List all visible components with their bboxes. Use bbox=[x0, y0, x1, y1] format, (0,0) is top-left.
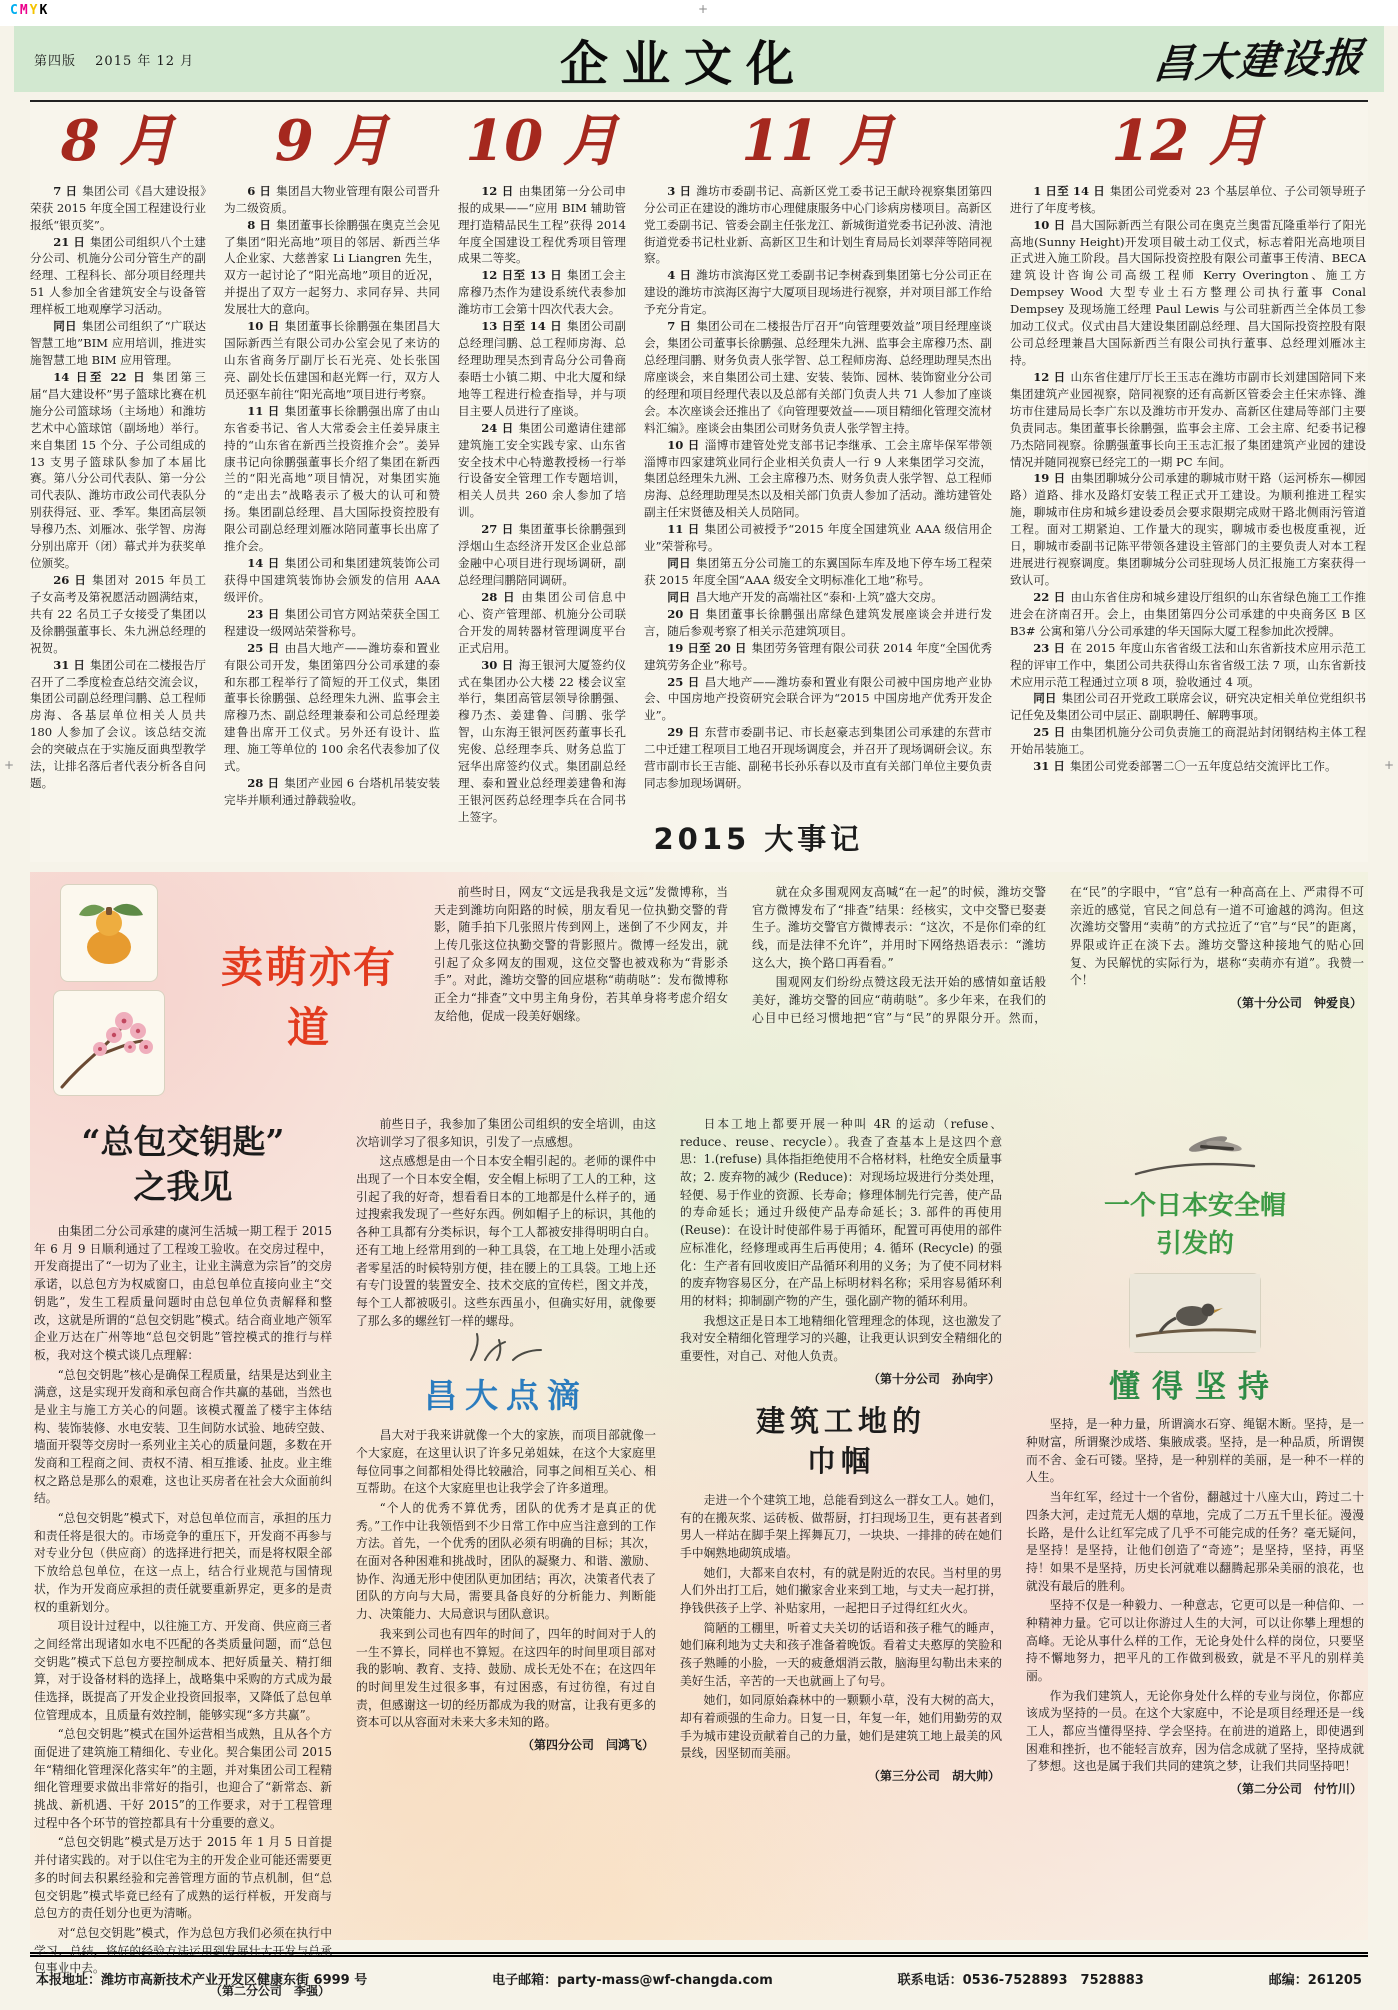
decorative-paintings bbox=[34, 884, 184, 1106]
entry-text: 集团产业园 6 台塔机吊装安装完毕并顺利通过静载验收。 bbox=[224, 776, 441, 807]
footer-address: 本报地址：潍坊市高新技术产业开发区健康东街 6999 号 bbox=[36, 1973, 368, 1988]
page-title: 企业文化 bbox=[559, 35, 808, 92]
chronicle-entry bbox=[1010, 470, 1366, 588]
entry-text: 由昌大地产——潍坊泰和置业有限公司开发，集团第四分公司承建的泰和东郡工程举行了简短的开工仪式，集团董事长徐鹏强、总经理朱九洲、监事会主席穆乃杰、副总经理兼泰和公司总经理姜建鲁出席开工仪式。另外还有设计、监理、施工等单位的 100 余名代表参加了仪式。 bbox=[224, 640, 440, 774]
entry-date: 23 日 bbox=[1033, 640, 1066, 655]
paragraph: 我来到公司也有四年的时间了，四年的时间对于人的一生不算长，同样也不算短。在这四年的时间里项目部对我的影响、教育、支持、鼓励、成长无处不在；在这四年的时间里发生过很多事，有过困惑，有过彷徨，有过自责，但感谢这一切的经历都成为我的财富，让我有更多的资本可以从容面对未来大多未知的路。 bbox=[356, 1626, 656, 1730]
entry-date: 10 日 bbox=[247, 319, 280, 334]
chronicle-entry bbox=[224, 775, 440, 809]
entry-date: 同日 bbox=[53, 319, 77, 334]
month-heading: 11 月 bbox=[741, 108, 895, 174]
chronicle-entry bbox=[224, 183, 440, 217]
entry-text: 集团董事长徐鹏强到浮烟山生态经济开发区企业总部金融中心项目进行现场调研，副总经理闫鹏陪同调研。 bbox=[458, 522, 626, 587]
entry-text: 集团公司党委对 23 个基层单位、子公司领导班子进行了年度考核。 bbox=[1010, 183, 1367, 215]
month-heading: 8 月 bbox=[60, 108, 176, 174]
entry-text: 集团公司《昌大建设报》荣获 2015 年度全国工程建设行业报纸“银页奖”。 bbox=[30, 183, 207, 232]
entry-date: 29 日 bbox=[667, 725, 700, 740]
chronicle-entry bbox=[644, 437, 992, 522]
entry-date: 11 日 bbox=[247, 403, 280, 418]
entry-date: 25 日 bbox=[667, 674, 700, 689]
entry-text: 集团公司在二楼报告厅召开了二季度检查总结交流会议，集团公司副总经理闫鹏、总工程师房海、各基层单位相关人员共 180 人参加了会议。该总结交流会的突破点在于实施反面典型教学法，让排名落后者代表分析各自问题。 bbox=[30, 657, 206, 791]
edition-date bbox=[34, 50, 304, 69]
entry-text: 集团董事长徐鹏强出席了由山东省委书记、省人大常委会主任姜异康主持的“山东省在新西兰投资推介会”。姜异康书记向徐鹏强董事长介绍了集团在新西兰的“阳光高地”项目情况，对集团实施的“走出去”战略表示了极大的认可和赞扬。集团副总经理、昌大国际投资控股有限公司副总经理刘雁冰陪同董事长出席了推介会。 bbox=[224, 403, 440, 554]
byline-maimeng: （第十分公司 钟爱良） bbox=[1229, 996, 1362, 1011]
title-line: 引发的 bbox=[1155, 1228, 1234, 1259]
entry-date: 23 日 bbox=[247, 606, 280, 621]
entry-text: 集团董事长徐鹏强出席绿色建筑发展座谈会并进行发言，随后参观考察了相关示范建筑项目。 bbox=[644, 606, 992, 638]
chronicle-entry bbox=[644, 640, 992, 674]
entry-date: 13 日至 14 日 bbox=[481, 319, 562, 334]
article-body-jianchi bbox=[1026, 1416, 1364, 1776]
entry-text: 集团公司和集团建筑装饰公司获得中国建筑装饰协会颁发的信用 AAA 级评价。 bbox=[224, 556, 440, 604]
chronicle-entry bbox=[1010, 589, 1366, 640]
chronicle-entry bbox=[224, 555, 440, 606]
entry-date: 8 日 bbox=[247, 217, 272, 232]
chronicle-entry bbox=[30, 572, 206, 657]
chronicle-entry bbox=[644, 724, 992, 792]
entry-text: 集团公司副总经理闫鹏、总工程师房海、总经理助理吴杰到青岛分公司鲁商泰晤士小镇二期、中北大厦和绿地等工程进行检查指导，并与项目主要人员进行了座谈。 bbox=[458, 319, 626, 418]
chronicle-entry bbox=[458, 420, 626, 522]
entry-date: 14 日 bbox=[247, 556, 280, 571]
month-column-september bbox=[224, 110, 440, 862]
paragraph: 走进一个个建筑工地，总能看到这么一群女工人。她们，有的在搬灰浆、运砖板、做帮厨，打扫现场卫生，更有甚者到男人一样站在脚手架上挥舞瓦刀，一块块、一排排的砖在她们手中娴熟地砌筑成墙。 bbox=[680, 1492, 1002, 1560]
dragonfly-ink-sketch-icon bbox=[1130, 1116, 1260, 1180]
article-title-jianchi: 懂得坚持 bbox=[1109, 1369, 1281, 1406]
article-body-helmet-part2 bbox=[680, 1116, 1002, 1366]
month-entries bbox=[644, 183, 992, 792]
entry-date: 同日 bbox=[667, 556, 691, 571]
entry-text: 由集团聊城分公司承建的聊城市财干路（运河桥东—柳园路）道路、排水及路灯安装工程正式开工建设。为顺利推进工程实施，聊城市住房和城乡建设委员会要求限期完成财干路北侧雨污管道工程。面对工期紧迫、工作量大的现实，聊城市委也极度重视，近日，聊城市委副书记陈平带领各建设主管部门的主要负责人对本工程进展进行视察调度。集团聊城分公司驻现场人员汇报施工方案获得一致认可。 bbox=[1010, 471, 1366, 587]
chronicle-entry bbox=[458, 589, 626, 657]
article-title-jinguo bbox=[680, 1401, 1002, 1482]
column-helmet-title-jianchi bbox=[1026, 1116, 1364, 1928]
chronicle-entry bbox=[1010, 640, 1366, 691]
entry-date: 21 日 bbox=[53, 234, 85, 249]
entry-date: 12 日 bbox=[1033, 369, 1066, 384]
entry-text: 集团第三届“昌大建设杯”男子篮球比赛在机施分公司篮球场（主场地）和潍坊艺术中心篮球馆（副场地）举行。来自集团 15 个分、子公司组成的 13 支男子篮球队参加了本届比赛。第八分公司代表队、第一分公司代表队、潍坊市政公司代表队分别获得冠、亚、季军。集团高层领导穆乃杰、刘雁冰、张学智、房海分别出席开（闭）幕式并为获奖单位颁奖。 bbox=[30, 369, 206, 571]
paragraph: “个人的优秀不算优秀，团队的优秀才是真正的优秀。”工作中让我领悟到不少日常工作中应当注意到的工作方法。首先，一个优秀的团队必须有明确的目标；其次，在面对各种困难和挑战时，团队的凝聚力、和谐、激励、协作、沟通无形中使团队更加团结；再次，决策者代表了团队的方向与大局，需要具备良好的分析能力、判断能力、决策能力、大局意识与团队意识。 bbox=[356, 1501, 656, 1622]
entry-date: 31 日 bbox=[1033, 759, 1065, 774]
entry-date: 28 日 bbox=[247, 776, 280, 791]
registration-mark-icon: + bbox=[4, 758, 15, 772]
paragraph: 项目设计过程中，以往施工方、开发商、供应商三者之间经常出现诸如水电不匹配的各类质量问题，而“总包交钥匙”模式下总包方要控制成本、把好质量关、精打细算，对于设备材料的选择上，战略集中采购的方式成为最佳选择，既提高了开发企业投资回报率，又降低了总包单位管理成本，且质量有效控制，能够实现“多方共赢”。 bbox=[34, 1619, 332, 1722]
chronicle-entry bbox=[1010, 217, 1366, 369]
entry-date: 10 日 bbox=[1033, 217, 1066, 232]
title-line: 建筑工地的 bbox=[755, 1403, 926, 1438]
paragraph: 对“总包交钥匙”模式，作为总包方我们必须在执行中学习、总结，将好的经验方法运用到发展壮大开发与总承包事业中去。 bbox=[34, 1925, 332, 1976]
footer-email: 电子邮箱：party-mass@wf-changda.com bbox=[492, 1973, 773, 1988]
paragraph: “总包交钥匙”模式在国外运营相当成熟，且从各个方面促进了建筑施工精细化、专业化。契合集团公司 2015 年“精细化管理深化落实年”的主题，并对集团公司工程精细化管理要求做出非常好的指引，也迎合了“新常态、新挑战、新机遇、干好 2015”的工作要求，对于工程管理过程中各个环节的管控都具有十分重要的意义。 bbox=[34, 1727, 332, 1830]
entry-date: 4 日 bbox=[667, 268, 692, 283]
month-column-october bbox=[458, 110, 626, 862]
paragraph: 前些日子，我参加了集团公司组织的安全培训，由这次培训学习了很多知识，引发了一点感想。 bbox=[356, 1117, 656, 1149]
entry-date: 30 日 bbox=[481, 657, 514, 672]
chronicle-entry bbox=[30, 657, 206, 792]
entry-date: 26 日 bbox=[53, 573, 88, 587]
entry-text: 集团公司官方网站荣获全国工程建设一级网站荣誉称号。 bbox=[224, 606, 440, 638]
entry-date: 10 日 bbox=[667, 437, 700, 452]
chronicle-entry bbox=[224, 606, 440, 640]
chronicle-entry bbox=[458, 318, 626, 420]
month-entries bbox=[1010, 183, 1366, 775]
entry-date: 19 日 bbox=[1033, 471, 1066, 486]
column-helmet2-jinguo bbox=[680, 1116, 1002, 1928]
paragraph: 日本工地上都要开展一种叫 4R 的运动（refuse、reduce、reuse、recycle）。我查了查基本上是这四个意思：1.(refuse) 具体指拒绝使用不合格材料，杜绝安全质量事故；2. 废弃物的减少 (Reduce)：对现场垃圾进行分类处理，轻便、易于作业的资源、长寿命；修理体制先行完善，使产品的寿命延长；通过升级使产品寿命延长；3. 部件的再使用 (Reuse)：在设计时使部件易于再循环，配置可再使用的部件应标准化，经修理或再生后再使用；4. 循环 (Recycle) 的强化：生产者有回收废旧产品循环利用的义务；为了使不同材料的废弃物容易区分，在产品上标明材料名称；采用容易循环利用的材料；抑制副产物的产生，强化副产物的循环利用。 bbox=[680, 1117, 1002, 1308]
chronicle-entry bbox=[1010, 369, 1366, 471]
bird-painting-icon bbox=[1129, 1273, 1261, 1353]
paragraph: “总包交钥匙”核心是确保工程质量，结果是达到业主满意，这是实现开发商和承包商合作共赢的基础，当然也是业主与施工方关心的问题。该模式覆盖了楼宇主体结构、装饰装修、水电安装、卫生间防水试验、地砖空鼓、墙面开裂等交房时一系列业主关心的质量问题，多数在开发商和工程商之间、责权不清、相互推诿、扯皮。业主维权之路总是那么的艰难，这也让买房者在社会大众面前纠结。 bbox=[34, 1367, 332, 1506]
entry-date: 同日 bbox=[667, 589, 691, 604]
chronicle-entry bbox=[458, 183, 626, 268]
chronicle-entry bbox=[458, 267, 626, 318]
entry-text: 集团公司邀请住建部建筑施工安全实践专家、山东省安全技术中心特邀教授杨一行举行设备安全管理工作专题培训，相关人员共 260 余人参加了培训。 bbox=[458, 420, 626, 520]
paragraph: 坚持不仅是一种毅力、一种意志，它更可以是一种信仰、一种精神力量。它可以让你游过人生的大河，可以让你攀上理想的高峰。无论从事什么样的工作，无论身处什么样的岗位，只要坚持不懈地努力，把平凡的工作做到极致，就是不平凡的别样美丽。 bbox=[1026, 1598, 1364, 1683]
article-body-diandi bbox=[356, 1427, 656, 1732]
month-heading: 9 月 bbox=[274, 108, 390, 174]
column-helmet-diandi bbox=[356, 1116, 656, 1928]
chronicle-entry bbox=[224, 217, 440, 319]
newspaper-logo: 昌大建设报 bbox=[1151, 33, 1367, 88]
title-line: 一个日本安全帽 bbox=[1103, 1191, 1286, 1221]
paragraph: 围观网友们纷纷点赞这段无法开始的感情如童话般美好，潍坊交警的回应“萌萌哒”。多少年来，在我们的心目中已经习惯地把“官”与“民”的界限分开。然而，在“民”的字眼中，“官”总有一种高高在上、严肃得不可亲近的感觉，官民之间总有一道不可逾越的鸿沟。但这次潍坊交警用“卖萌”的方式拉近了“官”与“民”的距离，界限或许正在淡下去。潍坊交警这种接地气的贴心回复、为民解忧的实际行为，堪称“卖萌亦有道”。我赞一个！ bbox=[752, 885, 1364, 1025]
byline-diandi: （第四分公司 闫鸿飞） bbox=[521, 1737, 654, 1752]
article-title-diandi: 昌大点滴 bbox=[424, 1376, 588, 1416]
byline-zongbao: （第二分公司 李强） bbox=[209, 1983, 330, 1998]
registration-mark-icon: + bbox=[698, 2, 709, 16]
grass-ink-sketch-icon bbox=[461, 1332, 551, 1362]
paragraph: 她们，大都来自农村，有的就是附近的农民。当村里的男人们外出打工后，她们撇家舍业来到工地，与丈夫一起打拼，挣钱供孩子上学、补贴家用，一起把日子过得红红火火。 bbox=[680, 1565, 1002, 1615]
entry-date: 7 日 bbox=[667, 319, 692, 334]
entry-text: 昌大国际新西兰有限公司在奥克兰奥雷瓦隆重举行了阳光高地(Sunny Height)开发项目破土动工仪式，标志着阳光高地项目正式进入施工阶段。昌大国际投资控股有限公司董事王传清、BECA 建筑设计咨询公司高级工程师 Kerry Overington、施工方 Dempsey Wood 大型专业土石方整理公司执行董事 Conal Dempsey 及现场施工经理 Paul Lewis 与公司驻新西兰全体员工参加动工仪式。仪式由昌大建设集团副总经理、昌大国际投资控股有限公司总经理兼昌大国际新西兰有限公司执行董事、总经理刘雁冰主持。 bbox=[1010, 217, 1366, 368]
chronicle-entry bbox=[644, 318, 992, 436]
entry-text: 集团公司被授予“2015 年度全国建筑业 AAA 级信用企业”荣誉称号。 bbox=[644, 522, 992, 554]
entry-text: 淄博市建管处党支部书记李继承、工会主席毕保军带领淄博市四家建筑业同行企业相关负责人一行 9 人来集团学习交流，集团总经理朱九洲、工会主席穆乃杰、财务负责人张学智、总工程师房海、总经理助理吴杰以及相关部门负责人参加了活动。潍坊建管处副主任宋贤德及相关人员陪同。 bbox=[644, 437, 992, 520]
article-body-helmet-part1 bbox=[356, 1116, 656, 1330]
entry-date: 27 日 bbox=[481, 522, 514, 537]
title-line: 之我见 bbox=[133, 1166, 233, 1206]
footer-phone: 联系电话：0536-7528893 7528883 bbox=[897, 1973, 1144, 1988]
entry-text: 集团昌大物业管理有限公司晋升为二级资质。 bbox=[224, 183, 440, 215]
chronicle-entry bbox=[224, 640, 440, 775]
entry-text: 由集团第一分公司申报的成果——“应用 BIM 辅助管理打造精品民生工程”获得 2014 年度全国建设工程优秀项目管理成果二等奖。 bbox=[458, 183, 626, 266]
month-entries bbox=[224, 183, 440, 809]
byline-helmet: （第十分公司 孙向宇） bbox=[867, 1371, 1000, 1386]
chronicle-entry bbox=[458, 657, 626, 826]
paragraph: 简陋的工棚里，听着丈夫关切的话语和孩子稚气的睡声，她们麻利地为丈夫和孩子准备着晚饭。看着丈夫憨厚的笑脸和孩子熟睡的小脸，一天的疲惫烟消云散，脑海里勾勒出未来的美好生活，辛苦的一天也就画上了句号。 bbox=[680, 1620, 1002, 1688]
entry-text: 由集团公司信息中心、资产管理部、机施分公司联合开发的周转器材管理调度平台正式启用。 bbox=[458, 589, 626, 655]
paragraph: 作为我们建筑人，无论你身处什么样的专业与岗位，你都应该成为坚持的一员。在这个大家庭中，不论是项目经理还是一线工人，都应当懂得坚持、学会坚持。在前进的道路上，即使遇到困难和挫折，也不能轻言放弃，因为信念成就了坚持，坚持成就了梦想。这也是属于我们共同的建筑之梦，让我们共同坚持吧！ bbox=[1026, 1688, 1364, 1774]
chronicle-entry bbox=[644, 183, 992, 268]
chronicle-entry bbox=[30, 183, 206, 234]
entry-text: 集团董事长徐鹏强在奥克兰会见了集团“阳光高地”项目的邻居、新西兰华人企业家、大慈善家 Li Liangren 先生，双方一起讨论了“阳光高地”项目的近况，并提出了双方一起努力、求同存异、共同发展壮大的意向。 bbox=[224, 217, 440, 317]
entry-text: 集团公司召开党政工联席会议，研究决定相关单位党组织书记任免及集团公司中层正、副职聘任、解聘事项。 bbox=[1010, 691, 1366, 723]
chronicle-entry bbox=[1010, 724, 1366, 758]
entry-date: 20 日 bbox=[667, 606, 701, 621]
entry-text: 由集团机施分公司负责施工的商混站封闭钢结构主体工程开始吊装施工。 bbox=[1010, 725, 1366, 757]
month-column-december bbox=[1010, 110, 1366, 862]
entry-text: 昌大地产开发的高端社区“泰和·上筑”盛大交房。 bbox=[695, 589, 943, 604]
entry-text: 昌大地产——潍坊泰和置业有限公司被中国房地产业协会、中国房地产投资研究会联合评为“2015 中国房地产优秀开发企业”。 bbox=[644, 674, 992, 723]
chronicle-entry bbox=[644, 606, 992, 640]
edition-label: 第四版 bbox=[34, 53, 77, 69]
entry-date: 31 日 bbox=[53, 657, 85, 672]
chronicle-entry bbox=[30, 234, 206, 319]
month-heading: 10 月 bbox=[465, 108, 619, 174]
chronicle-entry bbox=[1010, 183, 1366, 217]
chronicle-entry bbox=[1010, 690, 1366, 724]
entry-date: 11 日 bbox=[667, 522, 700, 537]
entry-text: 潍坊市委副书记、高新区党工委书记王献玲视察集团第四分公司正在建设的潍坊市心理健康服务中心门诊病房楼项目。高新区党工委副书记、管委会副主任张龙江、新城街道党委书记孙波、清池街道党委书记杜业新、高新区卫生和计划生育局局长刘翠萍等陪同视察。 bbox=[644, 183, 992, 266]
entry-text: 集团公司组织了“广联达智慧工地”BIM 应用培训，推进实施智慧工地 BIM 应用管理。 bbox=[30, 319, 206, 368]
chronicle-title: 2015 大事记 bbox=[645, 817, 871, 858]
chronicle-entry bbox=[30, 369, 206, 572]
entry-text: 集团劳务管理有限公司获 2014 年度“全国优秀建筑劳务企业”称号。 bbox=[644, 640, 992, 672]
article-body-maimeng bbox=[434, 884, 1364, 1106]
paragraph: 前些时日，网友“文远是我我是文远”发微博称，当天走到潍坊向阳路的时候，朋友看见一位执勤交警的背影，随手拍下几张照片传到网上，迷倒了不少网友，并上传几张这位执勤交警的背影照片。微博一经发出，就引起了众多网友的围观，这位交警也被戏称为“背影杀手”。对此，潍坊交警的回应堪称“萌萌哒”：发布微博称正全力“排查”文中男主角身份，若其单身将考虑介绍女友给他，促成一段美好姻缘。 bbox=[434, 885, 728, 1023]
chronicle-section bbox=[30, 100, 1368, 862]
entry-text: 集团公司组织八个土建分公司、机施分公司分管生产的副经理、工程科长、部分项目经理共 51 人参加全省建筑安全与设备管理样板工地观摩学习活动。 bbox=[30, 234, 206, 317]
entry-date: 3 日 bbox=[667, 183, 692, 198]
paragraph: 由集团二分公司承建的虞河生活城一期工程于 2015 年 6 月 9 日顺利通过了工程竣工验收。在交房过程中，开发商提出了“一切为了业主，让业主满意为宗旨”的交房承诺，以总包方为权威窗口，由总包单位直接向业主“交钥匙”，发生工程质量问题时由总包单位负责解释和整改，这就是所谓的“总包交钥匙”模式。结合商业地产领军企业万达在广州等地“总包交钥匙”管控模式的推行与样板，我对这个模式谈几点理解： bbox=[34, 1224, 332, 1362]
entry-text: 集团公司在二楼报告厅召开“向管理要效益”项目经理座谈会，集团公司董事长徐鹏强、总经理朱九洲、监事会主席穆乃杰、副总经理闫鹏、财务负责人张学智、总工程师房海、总经理助理吴杰出席座谈会，来自集团公司土建、安装、装饰、园林、装饰窗业分公司的经理和项目经理代表以及总部有关部门负责人共 71 人参加了座谈会。本次座谈会还推出了《向管理要效益——项目精细化管理交流材料汇编》。座谈会由集团公司财务负责人张学智主持。 bbox=[644, 319, 993, 435]
paragraph: “总包交钥匙”模式是万达于 2015 年 1 月 5 日首提并付诸实践的。对于以住宅为主的开发企业可能还需要更多的时间去积累经验和完善管理方面的节点机制，但“总包交钥匙”模式毕竟已经有了成熟的运行样板，开发商与总包方的责任划分也更为清晰。 bbox=[34, 1835, 332, 1921]
entry-text: 集团公司党委部署二〇一五年度总结交流评比工作。 bbox=[1069, 759, 1337, 774]
entry-text: 集团董事长徐鹏强在集团昌大国际新西兰有限公司办公室会见了来访的山东省商务厅副厅长石光亮、处长张国亮、副处长伍建国和赵光辉一行，双方人员还驱车前往“阳光高地”项目进行考察。 bbox=[224, 319, 440, 401]
paragraph: “总包交钥匙”模式下，对总包单位而言，承担的压力和责任将是很大的。市场竞争的重压下，开发商不再参与对专业分包（供应商）的选择进行把关，而是将权限全部下放给总包单位，在这一点上，结合行业规范与国情现状，作为开发商应承担的责任就要重新界定，更多的是责权的重新划分。 bbox=[34, 1511, 332, 1614]
article-title-maimeng: 卖萌亦有道 bbox=[220, 943, 397, 1052]
entry-date: 6 日 bbox=[247, 183, 272, 198]
entry-date: 28 日 bbox=[481, 589, 517, 604]
entry-date: 12 日至 13 日 bbox=[481, 268, 562, 283]
entry-date: 25 日 bbox=[247, 640, 280, 655]
paragraph: 就在众多围观网友高喊“在一起”的时候，潍坊交警官方微博发布了“排查”结果：经核实，文中交警已娶妻生子。潍坊交警官方微博表示：“这次，不是你们牵的红线，而是法律不允许”，并用时下网络热语表示：“潍坊这么大，换个路口再看看。” bbox=[752, 885, 1046, 970]
entry-text: 东营市委副书记、市长赵豪志到集团公司承建的东营市二中迁建工程项目工地召开现场调度会，并召开了现场调研会议。东营市副市长王吉能、副秘书长孙乐春以及市直有关部门单位主要负责同志参加现场调研。 bbox=[644, 725, 992, 791]
chronicle-entry bbox=[1010, 758, 1366, 775]
entry-date: 7 日 bbox=[53, 183, 78, 198]
entry-text: 集团第五分公司施工的东翼国际车库及地下停车场工程荣获 2015 年度全国“AAA 级安全文明标准化工地”称号。 bbox=[644, 556, 992, 587]
article-body-jinguo bbox=[680, 1492, 1002, 1763]
entry-text: 潍坊市滨海区党工委副书记李树森到集团第七分公司正在建设的潍坊市滨海区海宁大厦项目现场进行视察，并对项目部工作给予充分肯定。 bbox=[644, 268, 992, 317]
month-heading: 12 月 bbox=[1111, 108, 1265, 174]
chronicle-entry bbox=[224, 403, 440, 555]
entry-date: 14 日至 22 日 bbox=[53, 369, 148, 384]
entry-date: 19 日至 20 日 bbox=[667, 640, 747, 655]
byline-jianchi: （第二分公司 付竹川） bbox=[1229, 1782, 1362, 1797]
entry-date: 1 日至 14 日 bbox=[1033, 183, 1105, 198]
title-line: 巾帼 bbox=[806, 1444, 875, 1479]
blossom-painting-icon bbox=[53, 990, 165, 1096]
entry-text: 山东省住建厅厅长王玉志在潍坊市副市长刘建国陪同下来集团建筑产业园视察，陪同视察的还有高新区管委会主任宋赤锋、潍坊市住建局局长李广东以及潍坊市开发办、高新区住建局等部门主要负责同志。集团董事长徐鹏强，监事会主席、工会主席、纪委书记穆乃杰陪同视察。徐鹏强董事长向王玉志汇报了集团建筑产业园的建设情况并随同视察已经完工的一期 PC 车间。 bbox=[1010, 369, 1366, 469]
article-title-zongbao bbox=[34, 1120, 332, 1209]
entry-text: 海王银河大厦签约仪式在集团办公大楼 22 楼会议室举行，集团高管层领导徐鹏强、穆乃杰、姜建鲁、闫鹏、张学智，山东海王银河医药董事长孔宪俊、总经理李兵、财务总监丁冠华出席签约仪式。集团副总经理、泰和置业总经理姜建鲁和海王银河医药总经理李兵在合同书上签字。 bbox=[458, 657, 626, 824]
month-entries bbox=[30, 183, 206, 792]
chronicle-entry bbox=[224, 318, 440, 403]
registration-mark-icon: + bbox=[1383, 758, 1394, 772]
month-entries bbox=[458, 183, 626, 826]
chronicle-entry bbox=[644, 589, 992, 606]
entry-date: 24 日 bbox=[481, 420, 514, 435]
title-line: “总包交钥匙” bbox=[81, 1122, 285, 1161]
month-column-august bbox=[30, 110, 206, 862]
paragraph: 当年红军，经过十一个省份，翻越过十八座大山，跨过二十四条大河，走过荒无人烟的草地，完成了二万五千里长征。漫漫长路，是什么让红军完成了几乎不可能完成的任务？毫无疑问，是坚持！是坚持，让他们创造了“奇迹”；是坚持，坚持，再坚持！如果不是坚持，历史长河就难以翻腾起那朵美丽的浪花，也就没有最后的胜利。 bbox=[1026, 1490, 1364, 1593]
paragraph: 昌大对于我来讲就像一个大的家族，而项目部就像一个大家庭，在这里认识了许多兄弟姐妹，在这个大家庭里每位同事之间都相处得比较融洽，同事之间相互关心、相互帮助。在这个大家庭里也让我学会了许多道理。 bbox=[356, 1428, 656, 1496]
article-title-helmet bbox=[1026, 1188, 1364, 1263]
entry-text: 由山东省住房和城乡建设厅组织的山东省绿色施工工作推进会在济南召开。会上，由集团第四分公司承建的中央商务区 B 区 B3# 公寓和第八分公司承建的华天国际大厦工程参加此次授牌。 bbox=[1010, 589, 1366, 638]
entry-date: 12 日 bbox=[481, 183, 514, 198]
byline-jinguo: （第三分公司 胡大帅） bbox=[867, 1769, 1000, 1784]
entry-text: 集团对 2015 年员工子女高考及第祝愿活动圆满结束，共有 22 名员工子女接受了集团以及徐鹏强董事长、朱九洲总经理的祝贺。 bbox=[30, 573, 206, 655]
print-margin-strip bbox=[0, 0, 1398, 26]
issue-date: 2015 年 12 月 bbox=[95, 53, 195, 69]
footer-postcode: 邮编：261205 bbox=[1268, 1973, 1362, 1988]
paragraph: 坚持，是一种力量，所谓滴水石穿、绳锯木断。坚持，是一种财富，所谓聚沙成塔、集腋成裘。坚持，是一种品质，所谓锲而不舍、金石可镂。坚持，是一种别样的美丽，是一种不一样的人生。 bbox=[1026, 1417, 1364, 1485]
paragraph: 她们，如同原始森林中的一颗颗小草，没有大树的高大，却有着顽强的生命力。日复一日，年复一年，她们用勤劳的双手为城市建设贡献着自己的力量，她们是建筑工地上最美的风景线，因坚韧而美丽。 bbox=[680, 1693, 1002, 1761]
chronicle-entry bbox=[30, 318, 206, 369]
chronicle-entry bbox=[644, 521, 992, 555]
month-column-november bbox=[644, 110, 992, 862]
entry-date: 25 日 bbox=[1033, 725, 1066, 740]
gourd-painting-icon bbox=[60, 884, 158, 982]
masthead bbox=[14, 26, 1384, 92]
chronicle-entry bbox=[458, 521, 626, 589]
chronicle-entry bbox=[644, 267, 992, 318]
entry-text: 集团工会主席穆乃杰作为建设系统代表参加潍坊市工会第十四次代表大会。 bbox=[458, 268, 626, 317]
paragraph: 我想这正是日本工地精细化管理理念的体现，这也激发了我对安全精细化管理学习的兴趣，让我更认识到安全精细化的重要性，对自己、对他人负责。 bbox=[680, 1313, 1002, 1363]
article-body-zongbao bbox=[34, 1223, 332, 1978]
entry-date: 同日 bbox=[1033, 691, 1057, 706]
cmyk-registration-label: CMYK bbox=[10, 3, 50, 18]
paragraph: 这点感想是由一个日本安全帽引起的。老师的课件中出现了一个日本安全帽，安全帽上标明了工人的工种，这引起了我的好奇，想看看日本的工地都是什么样子的，通过搜索我发现了一些好东西。例如帽子上的标识，其他的各种工具都有分类标识，每个工人都被安排得明明白白。还有工地上经常用到的一种工具袋，在工地上处理小活或者零星活的时候特别方便，挂在腰上的工具袋。工地上还有专门设置的装置安全、技术交底的宣传栏，图文并茂，每个工人都被吸引。这些东西虽小，但确实好用，就像要了那么多的螺丝钉一样的螺母。 bbox=[356, 1154, 656, 1328]
entry-date: 22 日 bbox=[1033, 589, 1066, 604]
chronicle-entry bbox=[644, 555, 992, 589]
article-maimeng bbox=[34, 884, 1364, 1106]
entry-text: 在 2015 年度山东省省级工法和山东省新技术应用示范工程的评审工作中，集团公司共获得山东省省级工法 7 项，山东省新技术应用示范工程通过立项 8 项，验收通过 4 项。 bbox=[1010, 640, 1366, 689]
chronicle-entry bbox=[644, 674, 992, 725]
